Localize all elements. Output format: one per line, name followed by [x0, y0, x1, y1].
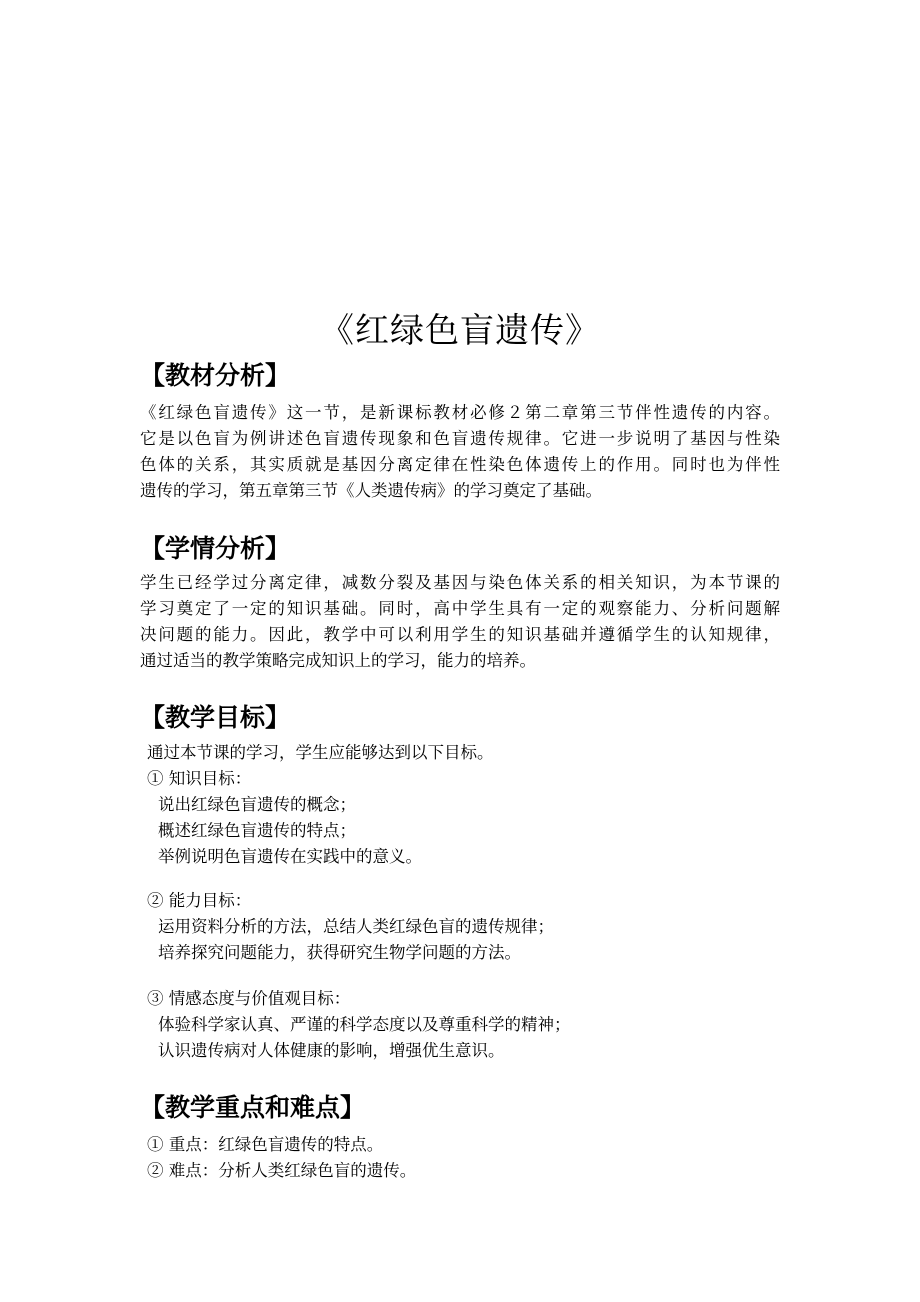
- section-heading-learner-analysis: 【学情分析】: [140, 534, 291, 563]
- section-heading-textbook-analysis: 【教材分析】: [140, 361, 291, 390]
- key-point-item: ① 重点：红绿色盲遗传的特点。: [147, 1135, 384, 1154]
- goal-item: 运用资料分析的方法，总结人类红绿色盲的遗传规律；: [158, 917, 554, 936]
- difficult-point-item: ② 难点：分析人类红绿色盲的遗传。: [147, 1161, 417, 1180]
- section-heading-key-points: 【教学重点和难点】: [140, 1093, 366, 1122]
- knowledge-goals-label: ① 知识目标：: [147, 769, 252, 788]
- goal-item: 培养探究问题能力，获得研究生物学问题的方法。: [158, 943, 521, 962]
- paragraph-line: 学生已经学过分离定律，减数分裂及基因与染色体关系的相关知识，为本节课的: [140, 573, 780, 592]
- teaching-goals-intro: 通过本节课的学习，学生应能够达到以下目标。: [147, 743, 494, 762]
- paragraph-line: 决问题的能力。因此，教学中可以利用学生的知识基础并遵循学生的认知规律，: [140, 625, 780, 644]
- paragraph-line: 遗传的学习，第五章第三节《人类遗传病》的学习奠定了基础。: [140, 481, 602, 500]
- ability-goals-label: ② 能力目标：: [147, 891, 252, 910]
- goal-item: 体验科学家认真、严谨的科学态度以及尊重科学的精神；: [158, 1015, 571, 1034]
- paragraph-line: 通过适当的教学策略完成知识上的学习，能力的培养。: [140, 651, 536, 670]
- textbook-analysis-paragraph: [140, 400, 780, 504]
- paragraph-line: 《红绿色盲遗传》这一节，是新课标教材必修２第二章第三节伴性遗传的内容。: [140, 403, 780, 422]
- goal-item: 概述红绿色盲遗传的特点；: [158, 821, 356, 840]
- attitude-goals-label: ③ 情感态度与价值观目标：: [147, 989, 351, 1008]
- paragraph-line: 色体的关系，其实质就是基因分离定律在性染色体遗传上的作用。同时也为伴性: [140, 455, 780, 474]
- goal-item: 举例说明色盲遗传在实践中的意义。: [158, 847, 422, 866]
- section-heading-teaching-goals: 【教学目标】: [140, 703, 291, 732]
- document-title: 《红绿色盲遗传》: [320, 311, 600, 351]
- goal-item: 说出红绿色盲遗传的概念；: [158, 795, 356, 814]
- paragraph-line: 学习奠定了一定的知识基础。同时，高中学生具有一定的观察能力、分析问题解: [140, 599, 780, 618]
- learner-analysis-paragraph: [140, 570, 780, 674]
- paragraph-line: 它是以色盲为例讲述色盲遗传现象和色盲遗传规律。它进一步说明了基因与性染: [140, 429, 780, 448]
- goal-item: 认识遗传病对人体健康的影响，增强优生意识。: [158, 1041, 505, 1060]
